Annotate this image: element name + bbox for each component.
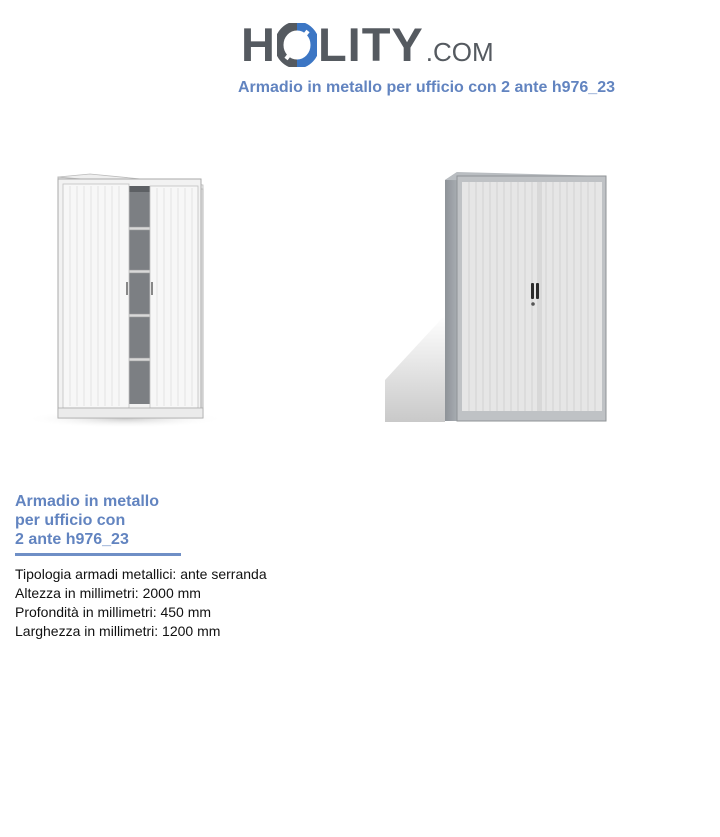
section-divider — [15, 553, 181, 556]
product-name-line: Armadio in metallo — [15, 493, 160, 510]
spec-depth: Profondità in millimetri: 450 mm — [15, 604, 212, 620]
logo-letter-h: H — [241, 18, 276, 71]
cabinet-closed-image — [383, 165, 623, 425]
logo-domain: .COM — [425, 37, 494, 67]
logo-letters-lity: LITY — [317, 18, 424, 71]
cabinet-open-image — [30, 165, 230, 435]
logo-wordmark — [241, 20, 424, 70]
logo-o-icon — [277, 23, 317, 67]
holity-logo[interactable] — [241, 14, 494, 70]
product-name — [15, 492, 215, 549]
spec-width: Larghezza in millimetri: 1200 mm — [15, 623, 221, 639]
spec-type: Tipologia armadi metallici: ante serranda — [15, 566, 267, 582]
spec-height: Altezza in millimetri: 2000 mm — [15, 585, 201, 601]
product-name-line: per ufficio con — [15, 512, 126, 529]
product-specs — [15, 565, 267, 641]
page-title: Armadio in metallo per ufficio con 2 ante h976_23 — [238, 79, 615, 96]
product-name-line: 2 ante h976_23 — [15, 531, 129, 548]
